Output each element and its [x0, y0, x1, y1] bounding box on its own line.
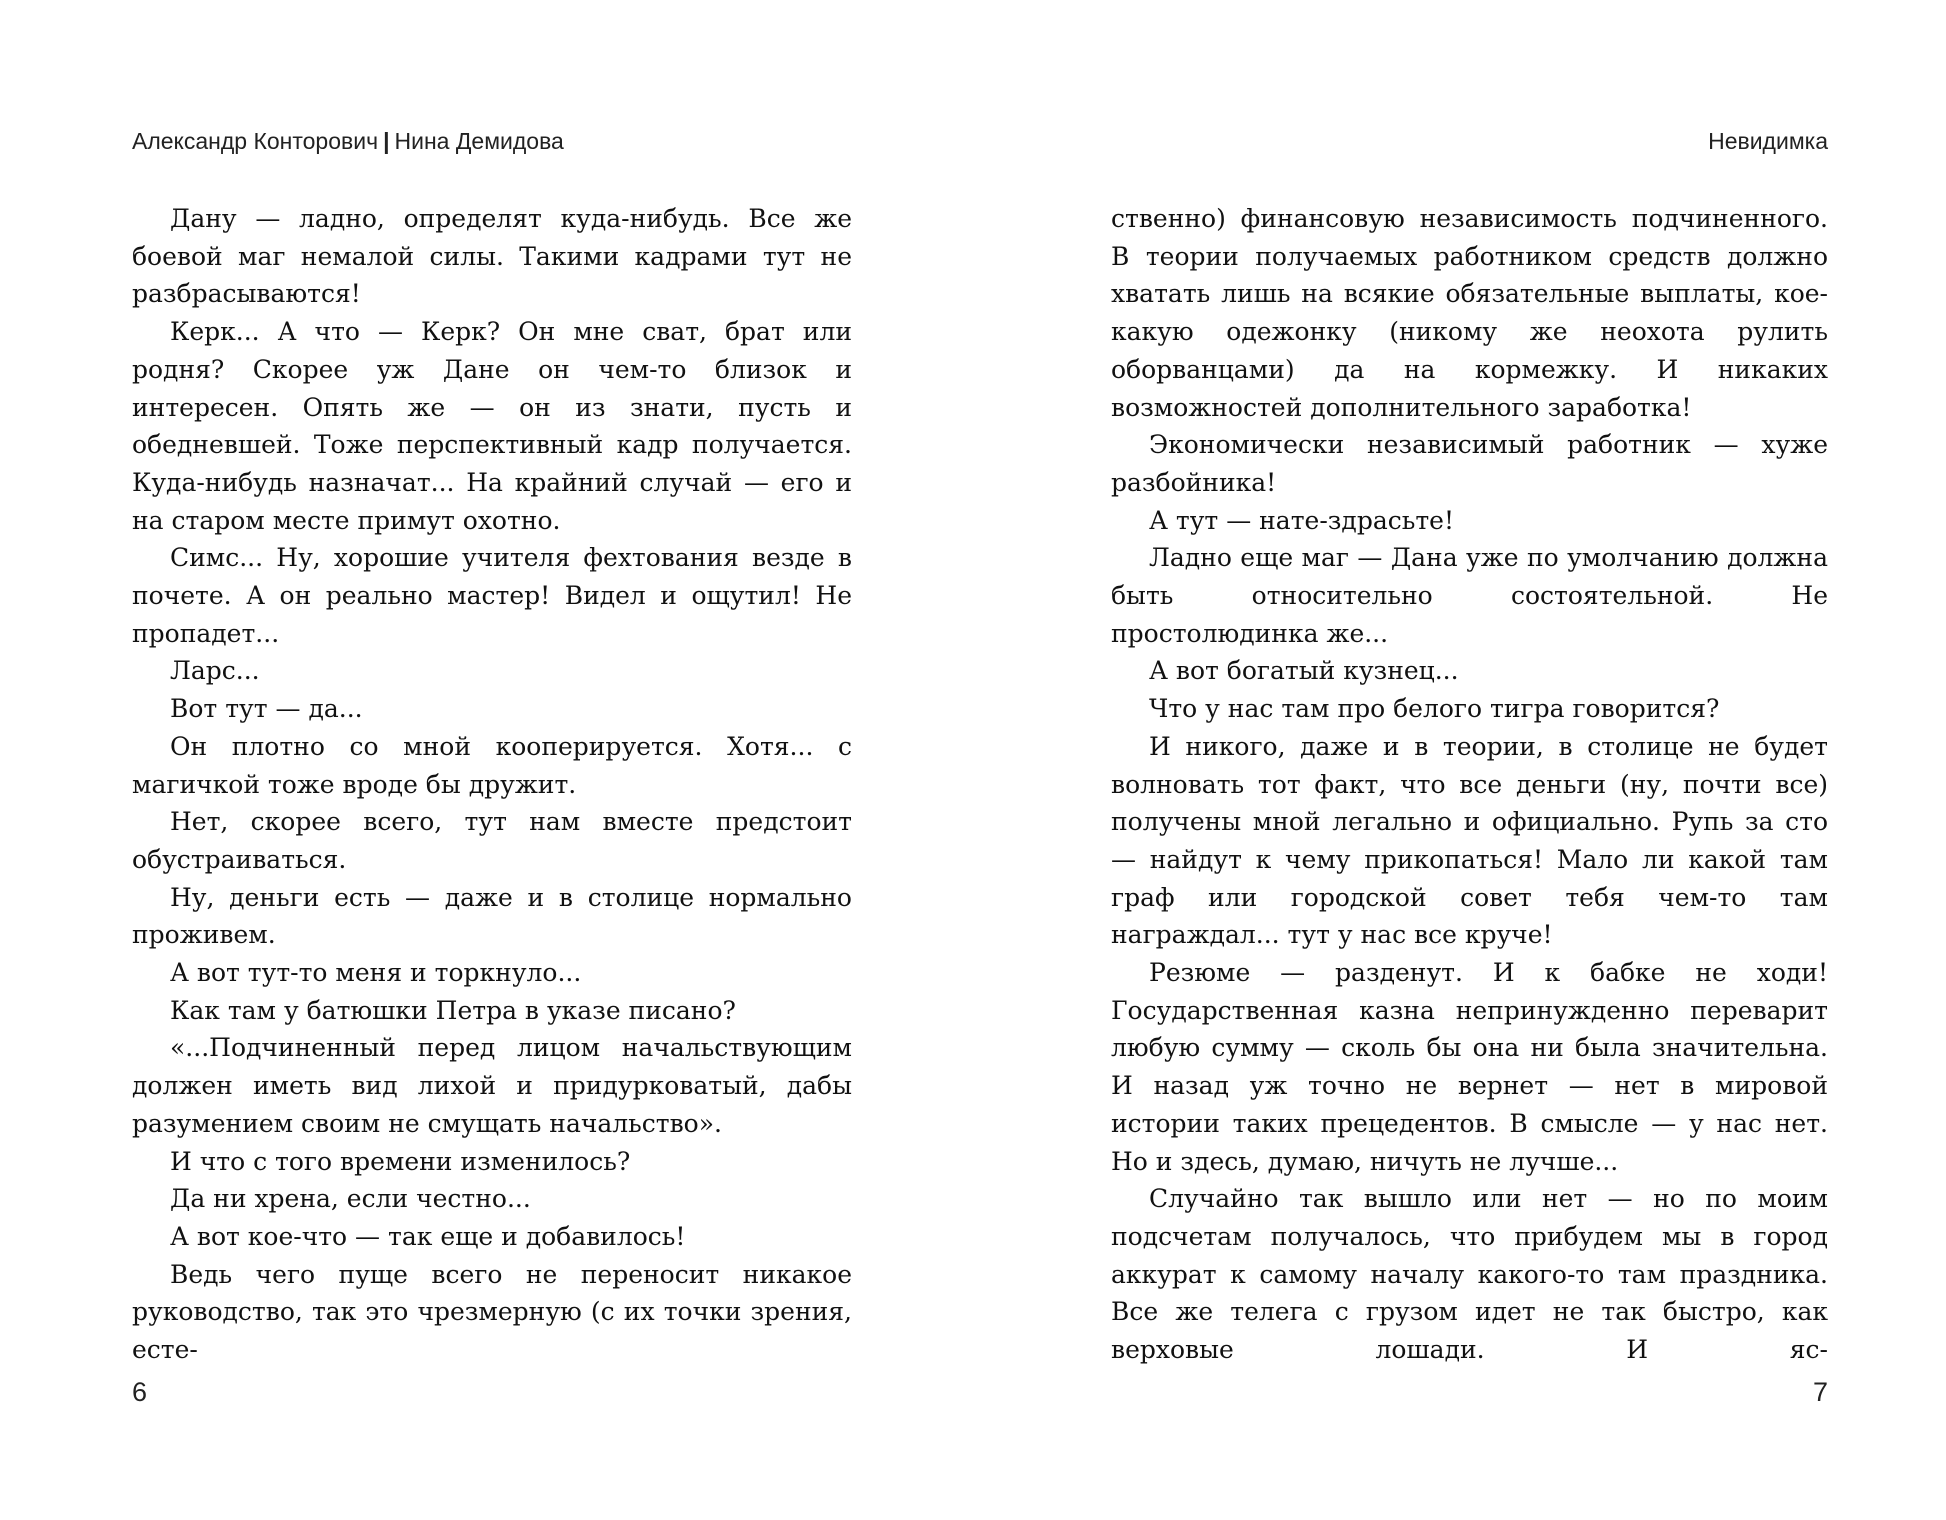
right-page-body: [1111, 200, 1828, 1369]
page-number: 7: [1812, 1377, 1828, 1407]
running-head-authors: [132, 123, 852, 159]
author-separator: |: [383, 128, 390, 154]
author-2: Нина Демидова: [394, 128, 564, 154]
paragraph: Ну, деньги есть — даже и в столице нормально проживем.: [132, 882, 852, 950]
paragraph: Как там у батюшки Петра в указе писано?: [170, 995, 736, 1025]
author-1: Александр Конторович: [132, 128, 379, 154]
paragraph: И никого, даже и в теории, в столице не будет волновать тот факт, что все деньги (ну, почти все) получены мной легально и официально. Рупь за сто — найдут к чему прикопаться! Мало ли какой там граф или городской совет тебя чем-то там награждал... тут у нас все круче!: [1111, 731, 1828, 950]
paragraph: И что с того времени изменилось?: [170, 1146, 631, 1176]
paragraph: Нет, скорее всего, тут нам вместе предстоит обустраиваться.: [132, 807, 852, 874]
paragraph: Ларс...: [170, 656, 260, 686]
paragraph: Резюме — разденут. И к бабке не ходи! Государственная казна непринужденно переварит любую сумму — сколь бы она ни была значительна. И назад уж точно не вернет — нет в мировой истории таких прецедентов. В смысле — у нас нет. Но и здесь, думаю, ничуть не лучше...: [1111, 958, 1828, 1176]
paragraph: Ладно еще маг — Дана уже по умолчанию должна быть относительно состоятельной. Не простолюдинка же...: [1111, 543, 1828, 648]
paragraph: Вот тут — да...: [170, 694, 363, 724]
paragraph: А тут — нате-здрасьте!: [1149, 505, 1455, 535]
paragraph: Случайно так вышло или нет — но по моим подсчетам получалось, что прибудем мы в город аккурат к самому началу какого-то там праздника. Все же телега с грузом идет не так быстро, как верховые лошади. И яс-: [1111, 1184, 1828, 1365]
left-page: [132, 0, 852, 1520]
paragraph: Керк... А что — Керк? Он мне сват, брат или родня? Скорее уж Дане он чем-то близок и интересен. Опять же — он из знати, пусть и обедневшей. Тоже перспективный кадр получается. Куда-нибудь назначат... На крайний случай — его и на старом месте примут охотно.: [132, 317, 852, 535]
paragraph: А вот тут-то меня и торкнуло...: [170, 958, 582, 988]
left-page-body: [132, 200, 852, 1369]
paragraph: А вот богатый кузнец...: [1149, 656, 1459, 686]
book-title: Невидимка: [1708, 128, 1828, 154]
right-page: [1111, 0, 1828, 1520]
paragraph: Экономически независимый работник — хуже разбойника!: [1111, 430, 1828, 497]
page-number: 6: [132, 1377, 148, 1407]
running-head-title: [1111, 123, 1828, 159]
paragraph: Да ни хрена, если честно...: [170, 1184, 531, 1214]
paragraph: Ведь чего пуще всего не переносит никакое руководство, так это чрезмерную (с их точки зрения, есте-: [132, 1259, 852, 1365]
paragraph: Симс... Ну, хорошие учителя фехтования везде в почете. А он реально мастер! Видел и ощутил! Не пропадет...: [132, 543, 852, 648]
paragraph: А вот кое-что — так еще и добавилось!: [170, 1221, 686, 1251]
paragraph: Дану — ладно, определят куда-нибудь. Все же боевой маг немалой силы. Такими кадрами тут не разбрасываются!: [132, 204, 852, 309]
paragraph: Что у нас там про белого тигра говорится?: [1149, 694, 1720, 724]
paragraph: Он плотно со мной кооперируется. Хотя... с магичкой тоже вроде бы дружит.: [132, 731, 852, 799]
paragraph: ственно) финансовую независимость подчиненного. В теории получаемых работником средств должно хватать лишь на всякие обязательные выплаты, кое-какую одежонку (никому же неохота рулить оборванцами) да на кормежку. И никаких возможностей дополнительного заработка!: [1111, 204, 1828, 422]
paragraph: «...Подчиненный перед лицом начальствующим должен иметь вид лихой и придурковатый, дабы разумением своим не смущать начальство».: [132, 1033, 852, 1138]
